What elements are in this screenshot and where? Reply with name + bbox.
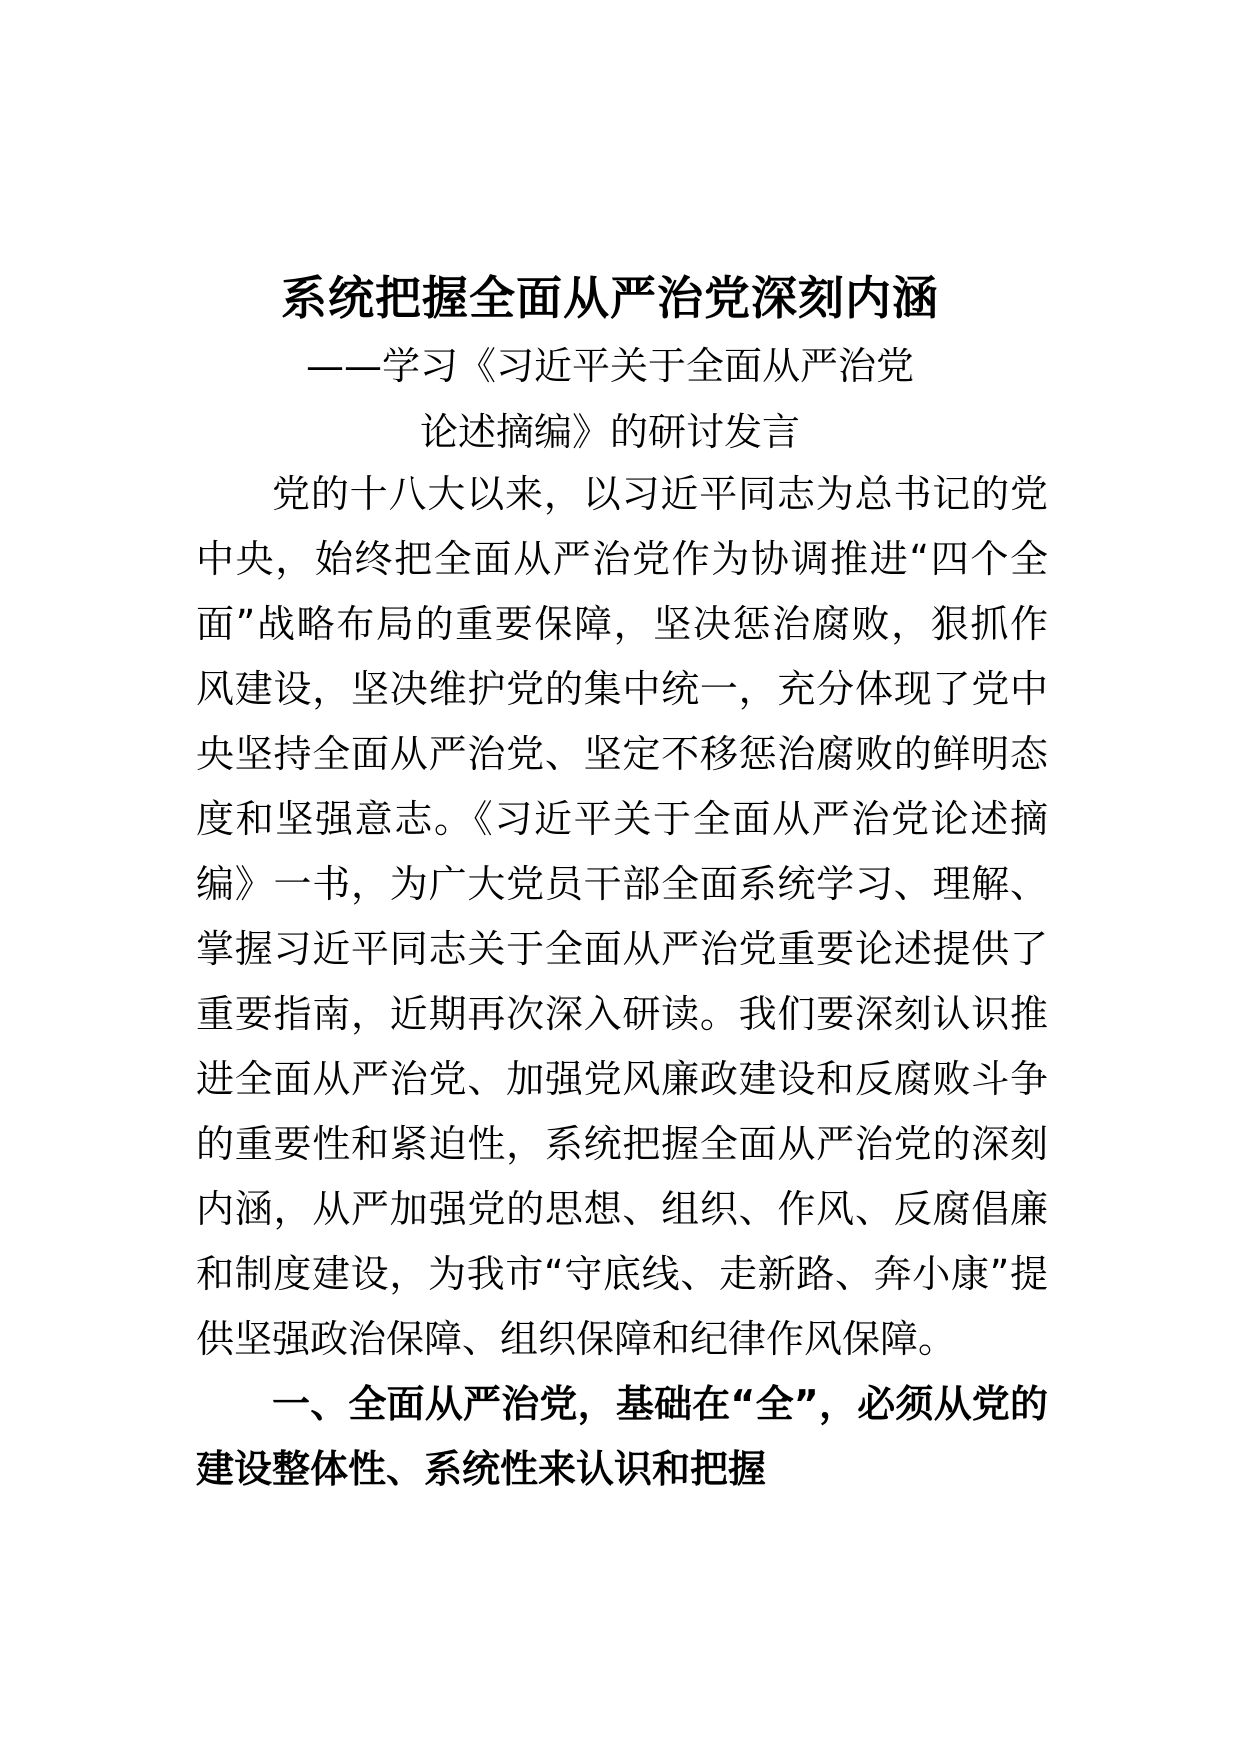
body-paragraph-1: 党的十八大以来，以习近平同志为总书记的党中央，始终把全面从严治党作为协调推进“四个全面”战略布局的重要保障，坚决惩治腐败，狠抓作风建设，坚决维护党的集中统一，充分体现了党中央坚持全面从严治党、坚定不移惩治腐败的鲜明态度和坚强意志。《习近平关于全面从严治党论述摘编》一书，为广大党员干部全面系统学习、理解、掌握习近平同志关于全面从严治党重要论述提供了重要指南，近期再次深入研读。我们要深刻认识推进全面从严治党、加强党风廉政建设和反腐败斗争的重要性和紧迫性，系统把握全面从严治党的深刻内涵，从严加强党的思想、组织、作风、反腐倡廉和制度建设，为我市“守底线、走新路、奔小康”提供坚强政治保障、组织保障和纪律作风保障。 (196, 472, 1048, 1361)
document-subtitle-line2: 论述摘编》的研讨发言 (419, 410, 800, 454)
document-subtitle-line1: ——学习《习近平关于全面从严治党 (305, 344, 914, 388)
document-body (196, 462, 1048, 1502)
document-title: 系统把握全面从严治党深刻内涵 (281, 271, 939, 325)
section-heading-1: 一、全面从严治党，基础在“全”，必须从党的建设整体性、系统性来认识和把握 (196, 1382, 1048, 1491)
